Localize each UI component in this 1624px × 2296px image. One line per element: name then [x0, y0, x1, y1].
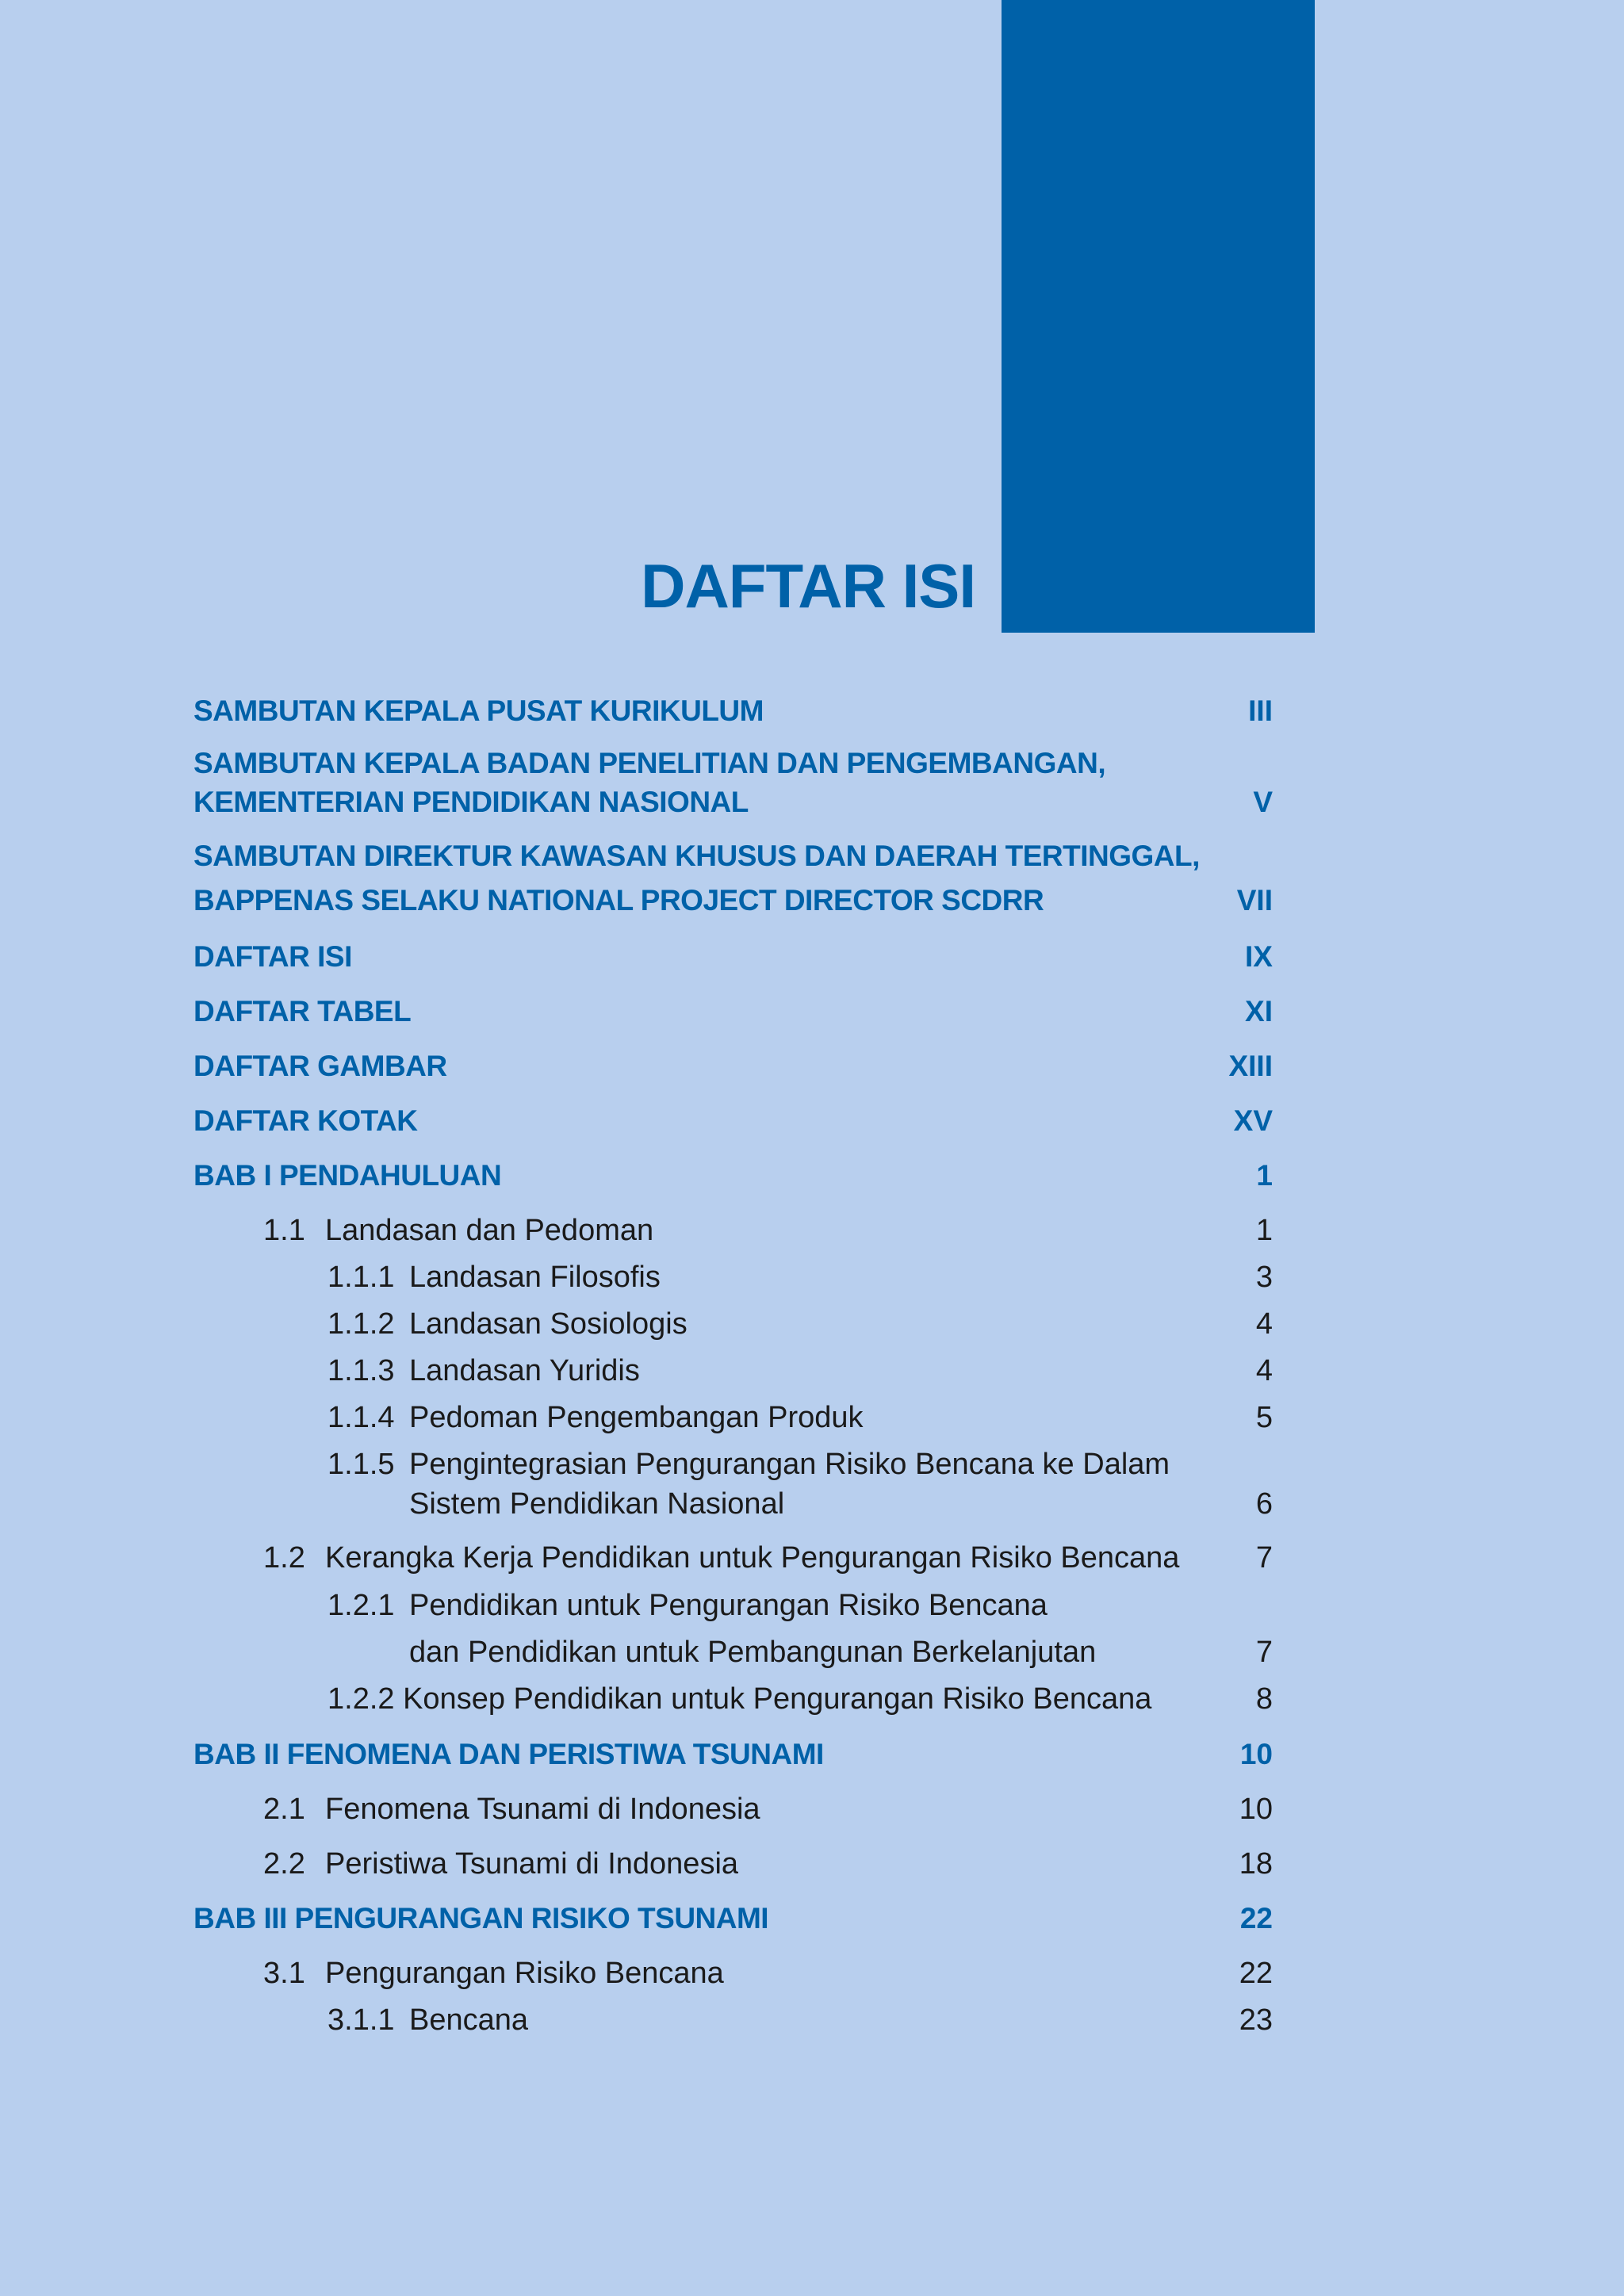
- toc-page-number: 5: [1255, 1401, 1273, 1434]
- toc-page-number: 3: [1255, 1261, 1273, 1294]
- section-title: Pedoman Pengembangan Produk: [409, 1401, 864, 1434]
- toc-page-number: 18: [1239, 1847, 1273, 1881]
- section-title: Landasan Yuridis: [409, 1354, 640, 1387]
- section-title: Kerangka Kerja Pendidikan untuk Pengurangan Risiko Bencana: [325, 1541, 1180, 1575]
- toc-page-number: V: [1253, 786, 1273, 818]
- toc-entry-sambutan-bappenas-line1[interactable]: SAMBUTAN DIREKTUR KAWASAN KHUSUS DAN DAERAH TERTINGGAL,: [193, 840, 1200, 872]
- toc-page-number: 1: [1256, 1159, 1273, 1192]
- toc-entry-daftar-tabel[interactable]: DAFTAR TABEL: [193, 995, 412, 1027]
- toc-page-number: 7: [1255, 1541, 1273, 1575]
- toc-entry-sambutan-kurikulum[interactable]: SAMBUTAN KEPALA PUSAT KURIKULUM: [193, 695, 764, 727]
- toc-entry-1-2-1-line2[interactable]: dan Pendidikan untuk Pembangunan Berkelanjutan: [409, 1636, 1097, 1669]
- section-number: 2.2: [263, 1847, 305, 1881]
- toc-entry-bab-2[interactable]: BAB II FENOMENA DAN PERISTIWA TSUNAMI: [193, 1738, 824, 1770]
- toc-entry-1-2-2[interactable]: 1.2.2 Konsep Pendidikan untuk Pengurangan Risiko Bencana: [327, 1682, 1152, 1716]
- toc-page-number: XIII: [1228, 1050, 1273, 1082]
- toc-entry-daftar-gambar[interactable]: DAFTAR GAMBAR: [193, 1050, 447, 1082]
- toc-entry-sambutan-balitbang-line1[interactable]: SAMBUTAN KEPALA BADAN PENELITIAN DAN PENGEMBANGAN,: [193, 747, 1106, 779]
- toc-entry-bab-1[interactable]: BAB I PENDAHULUAN: [193, 1159, 502, 1192]
- section-number: 1.2: [263, 1541, 305, 1575]
- section-number: 3.1: [263, 1957, 305, 1990]
- section-title: Bencana: [409, 2003, 529, 2037]
- toc-page-number: VII: [1236, 884, 1273, 916]
- section-title: Landasan Sosiologis: [409, 1307, 688, 1341]
- section-number: 1.2.1: [327, 1589, 395, 1622]
- section-number: 1.1.4: [327, 1401, 395, 1434]
- section-number: 3.1.1: [327, 2003, 395, 2037]
- toc-entry-daftar-isi[interactable]: DAFTAR ISI: [193, 940, 352, 973]
- toc-page-number: 4: [1255, 1354, 1273, 1387]
- section-title: Peristiwa Tsunami di Indonesia: [325, 1847, 739, 1881]
- toc-page-number: 22: [1239, 1957, 1273, 1990]
- toc-page-number: XI: [1245, 995, 1273, 1027]
- section-title: Pengurangan Risiko Bencana: [325, 1957, 724, 1990]
- section-number: 1.1.3: [327, 1354, 395, 1387]
- section-number: 2.1: [263, 1793, 305, 1826]
- toc-entry-bab-3[interactable]: BAB III PENGURANGAN RISIKO TSUNAMI: [193, 1902, 769, 1934]
- section-title-line1: Pendidikan untuk Pengurangan Risiko Bencana: [409, 1589, 1048, 1622]
- toc-entry-daftar-kotak[interactable]: DAFTAR KOTAK: [193, 1104, 418, 1137]
- toc-page-number: 23: [1239, 2003, 1273, 2037]
- section-number: 1.1: [263, 1214, 305, 1247]
- section-number: 1.1.5: [327, 1448, 395, 1481]
- section-number: 1.1.2: [327, 1307, 395, 1341]
- toc-page-number: 10: [1239, 1738, 1273, 1770]
- section-title: Fenomena Tsunami di Indonesia: [325, 1793, 760, 1826]
- toc-page-number: 4: [1255, 1307, 1273, 1341]
- toc-page-number: 22: [1239, 1902, 1273, 1934]
- toc-page-number: 8: [1255, 1682, 1273, 1716]
- toc-entry-sambutan-bappenas-line2[interactable]: BAPPENAS SELAKU NATIONAL PROJECT DIRECTOR SCDRR: [193, 884, 1044, 916]
- section-title-line1: Pengintegrasian Pengurangan Risiko Bencana ke Dalam: [409, 1448, 1170, 1481]
- toc-page-number: III: [1248, 695, 1273, 727]
- toc-entry-1-1-5-line2[interactable]: Sistem Pendidikan Nasional: [409, 1487, 785, 1521]
- toc-page-number: XV: [1233, 1104, 1273, 1137]
- page-title: DAFTAR ISI: [641, 551, 975, 621]
- section-title: Landasan Filosofis: [409, 1261, 661, 1294]
- toc-entry-sambutan-balitbang-line2[interactable]: KEMENTERIAN PENDIDIKAN NASIONAL: [193, 786, 749, 818]
- toc-page-number: 1: [1255, 1214, 1273, 1247]
- toc-page-number: IX: [1245, 940, 1273, 973]
- toc-page-number: 7: [1255, 1636, 1273, 1669]
- section-number: 1.1.1: [327, 1261, 395, 1294]
- toc-page-number: 10: [1239, 1793, 1273, 1826]
- section-title: Landasan dan Pedoman: [325, 1214, 654, 1247]
- toc-page-number: 6: [1255, 1487, 1273, 1521]
